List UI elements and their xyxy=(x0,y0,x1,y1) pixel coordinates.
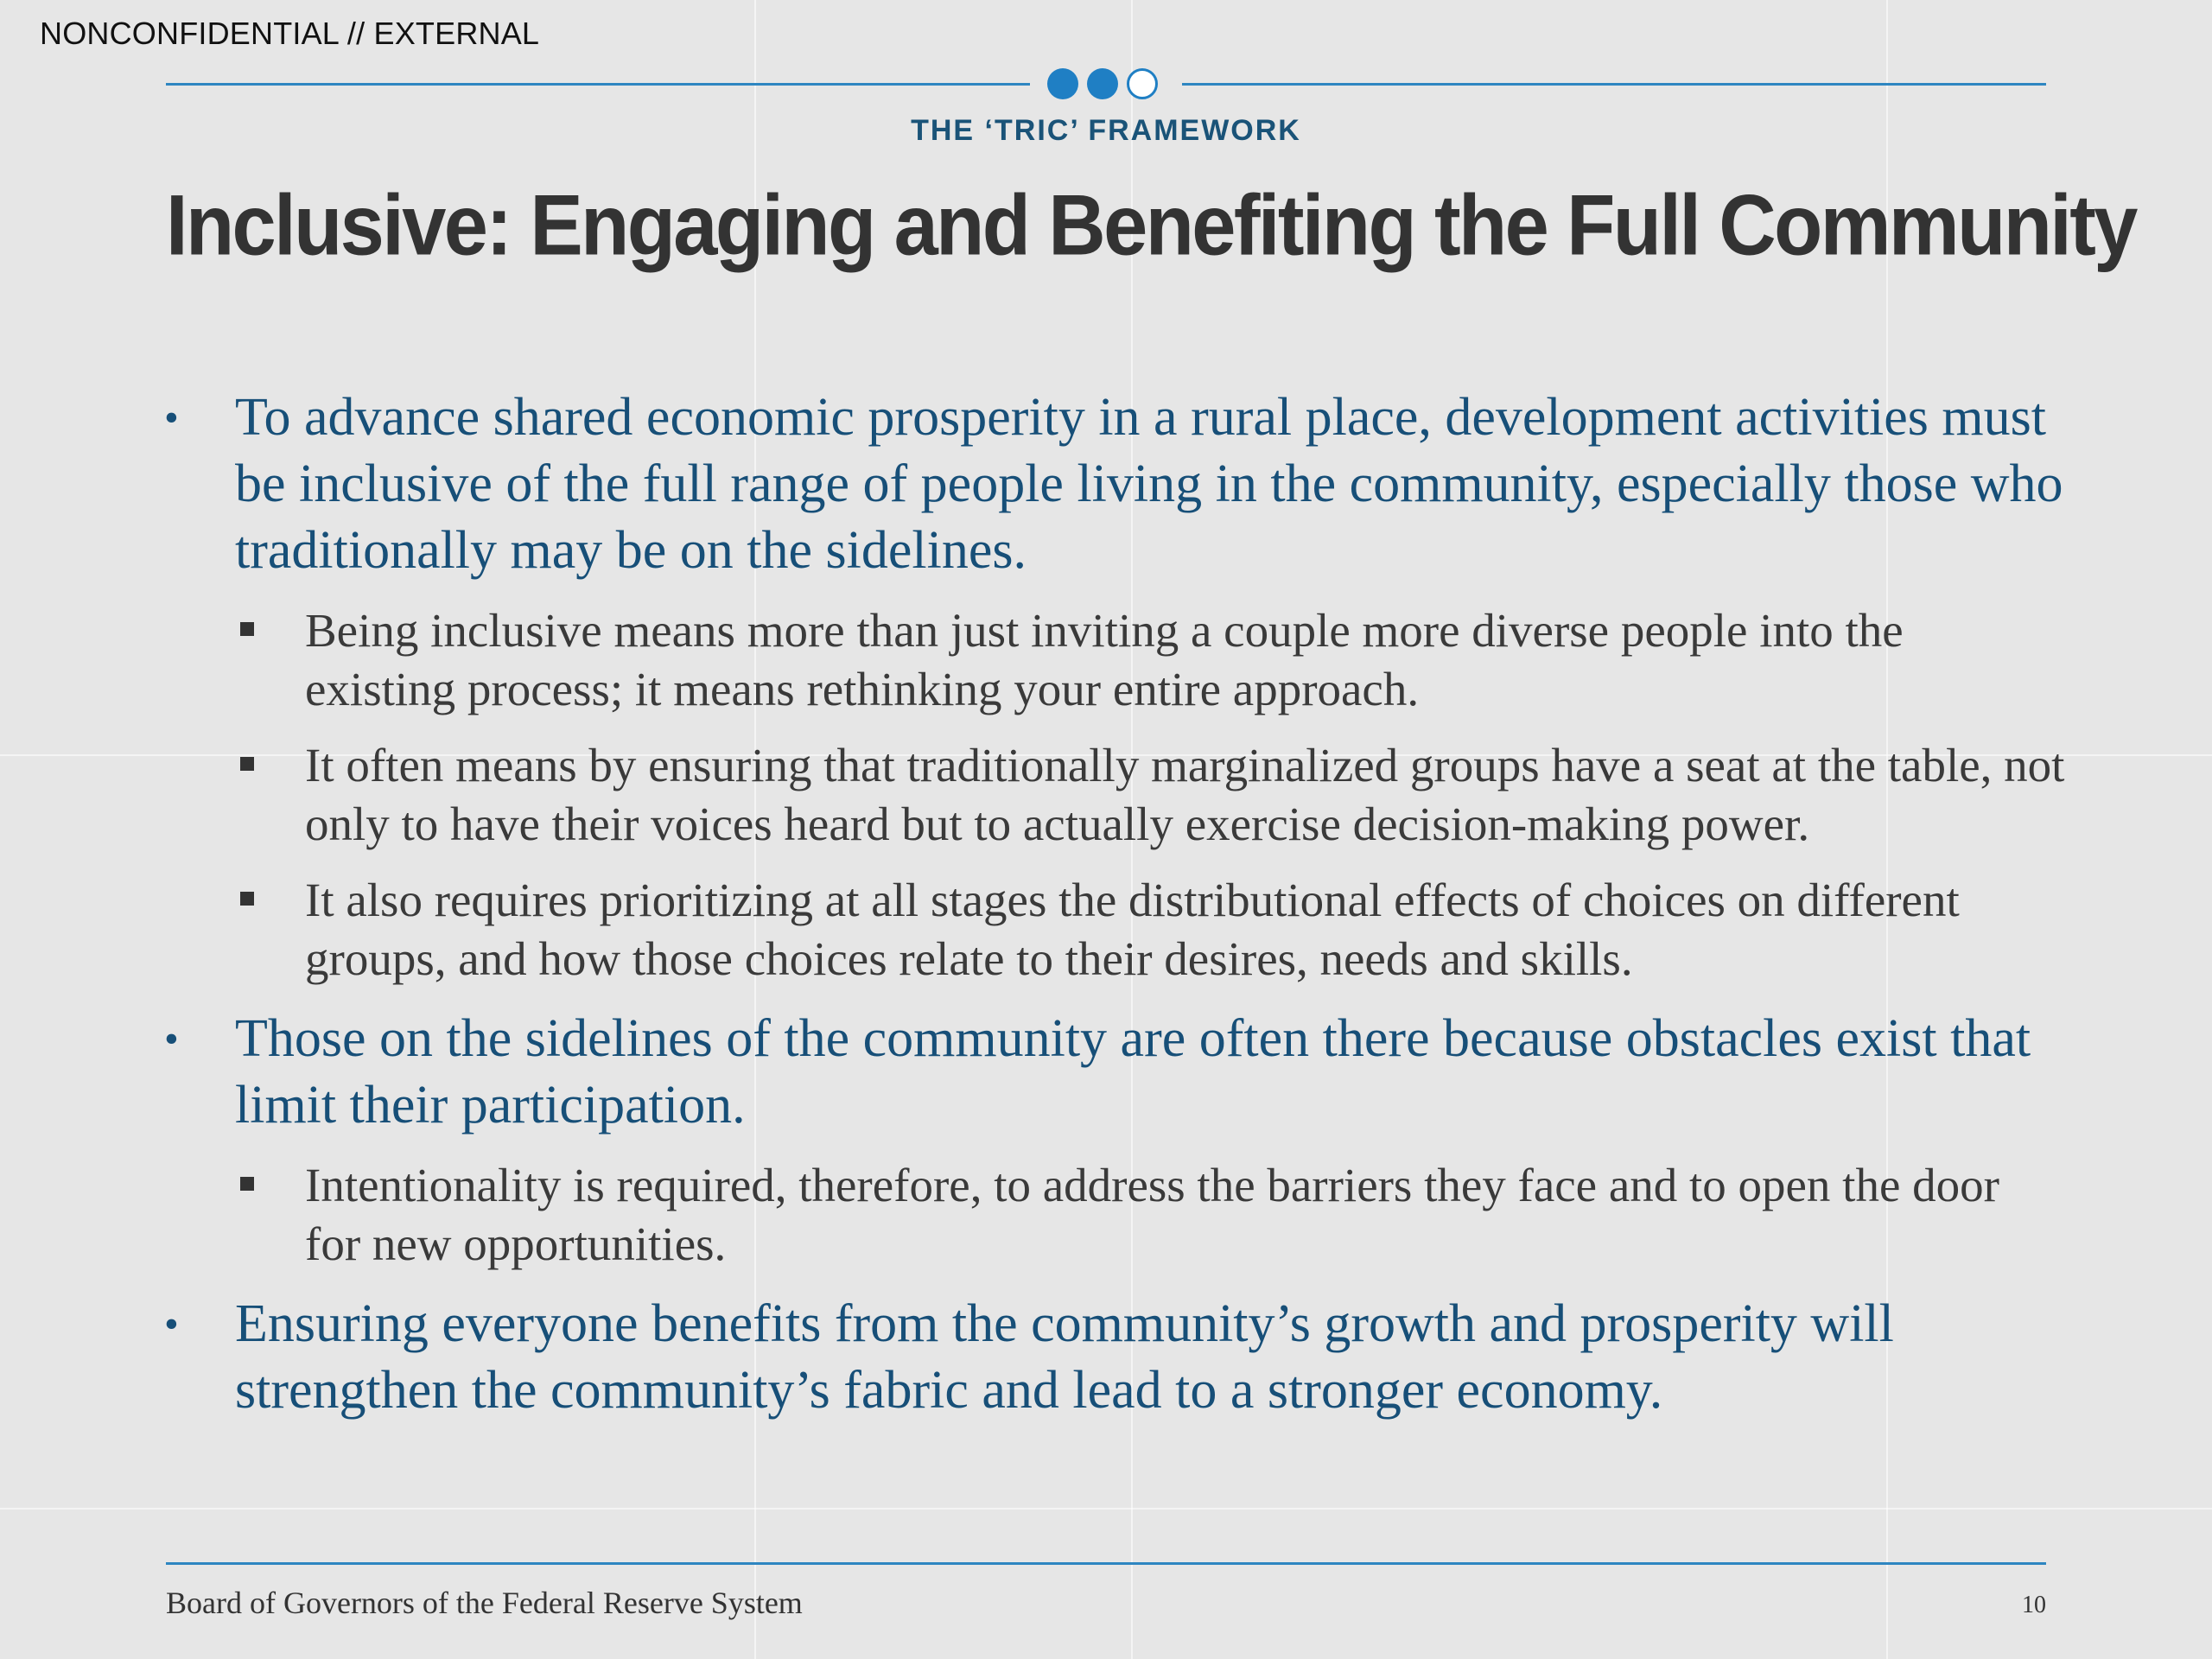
header-rule-left xyxy=(166,83,1030,86)
header-rule-right xyxy=(1182,83,2046,86)
square-bullet-icon xyxy=(240,622,254,636)
bullet-text: To advance shared economic prosperity in a rural place, development activities must be inclusive of the full range of people living in the community, especially those who traditionally may be on the sidelines. xyxy=(235,388,2063,580)
square-bullet-icon xyxy=(240,892,254,906)
progress-dot-empty xyxy=(1127,68,1158,99)
footer-rule xyxy=(166,1562,2046,1565)
sub-bullet-item xyxy=(164,871,2065,988)
progress-dot-filled xyxy=(1047,68,1078,99)
grid-line xyxy=(0,1508,2212,1510)
footer-organization: Board of Governors of the Federal Reserve System xyxy=(166,1586,803,1620)
bullet-item xyxy=(164,1291,2065,1424)
bullet-item xyxy=(164,385,2065,584)
bullet-text: Ensuring everyone benefits from the community’s growth and prosperity will strengthen the community’s fabric and lead to a stronger economy. xyxy=(235,1294,1894,1420)
bullet-item xyxy=(164,1006,2065,1139)
framework-label: THE ‘TRIC’ FRAMEWORK xyxy=(911,114,1301,147)
bullet-dot-icon: • xyxy=(164,1016,179,1062)
bullet-dot-icon: • xyxy=(164,395,179,441)
slide-body xyxy=(164,385,2065,1441)
progress-dots xyxy=(1047,68,1165,103)
sub-bullet-text: Being inclusive means more than just inviting a couple more diverse people into the existing process; it means rethinking your entire approach. xyxy=(305,604,1904,715)
sub-bullet-item xyxy=(164,601,2065,719)
sub-bullet-text: It often means by ensuring that traditionally marginalized groups have a seat at the table, not only to have their voices heard but to actually exercise decision-making power. xyxy=(305,739,2065,850)
progress-dot-filled xyxy=(1087,68,1118,99)
sub-bullet-text: It also requires prioritizing at all stages the distributional effects of choices on different groups, and how those choices relate to their desires, needs and skills. xyxy=(305,874,1960,985)
bullet-dot-icon: • xyxy=(164,1301,179,1347)
sub-bullet-item xyxy=(164,736,2065,854)
sub-bullet-text: Intentionality is required, therefore, to address the barriers they face and to open the door for new opportunities. xyxy=(305,1159,1999,1270)
bullet-text: Those on the sidelines of the community are often there because obstacles exist that limit their participation. xyxy=(235,1009,2031,1135)
classification-label: NONCONFIDENTIAL // EXTERNAL xyxy=(40,16,540,51)
square-bullet-icon xyxy=(240,757,254,771)
sub-bullet-item xyxy=(164,1156,2065,1274)
page-number: 10 xyxy=(2022,1592,2046,1618)
square-bullet-icon xyxy=(240,1177,254,1191)
slide-title: Inclusive: Engaging and Benefiting the Full Community xyxy=(166,178,2136,274)
